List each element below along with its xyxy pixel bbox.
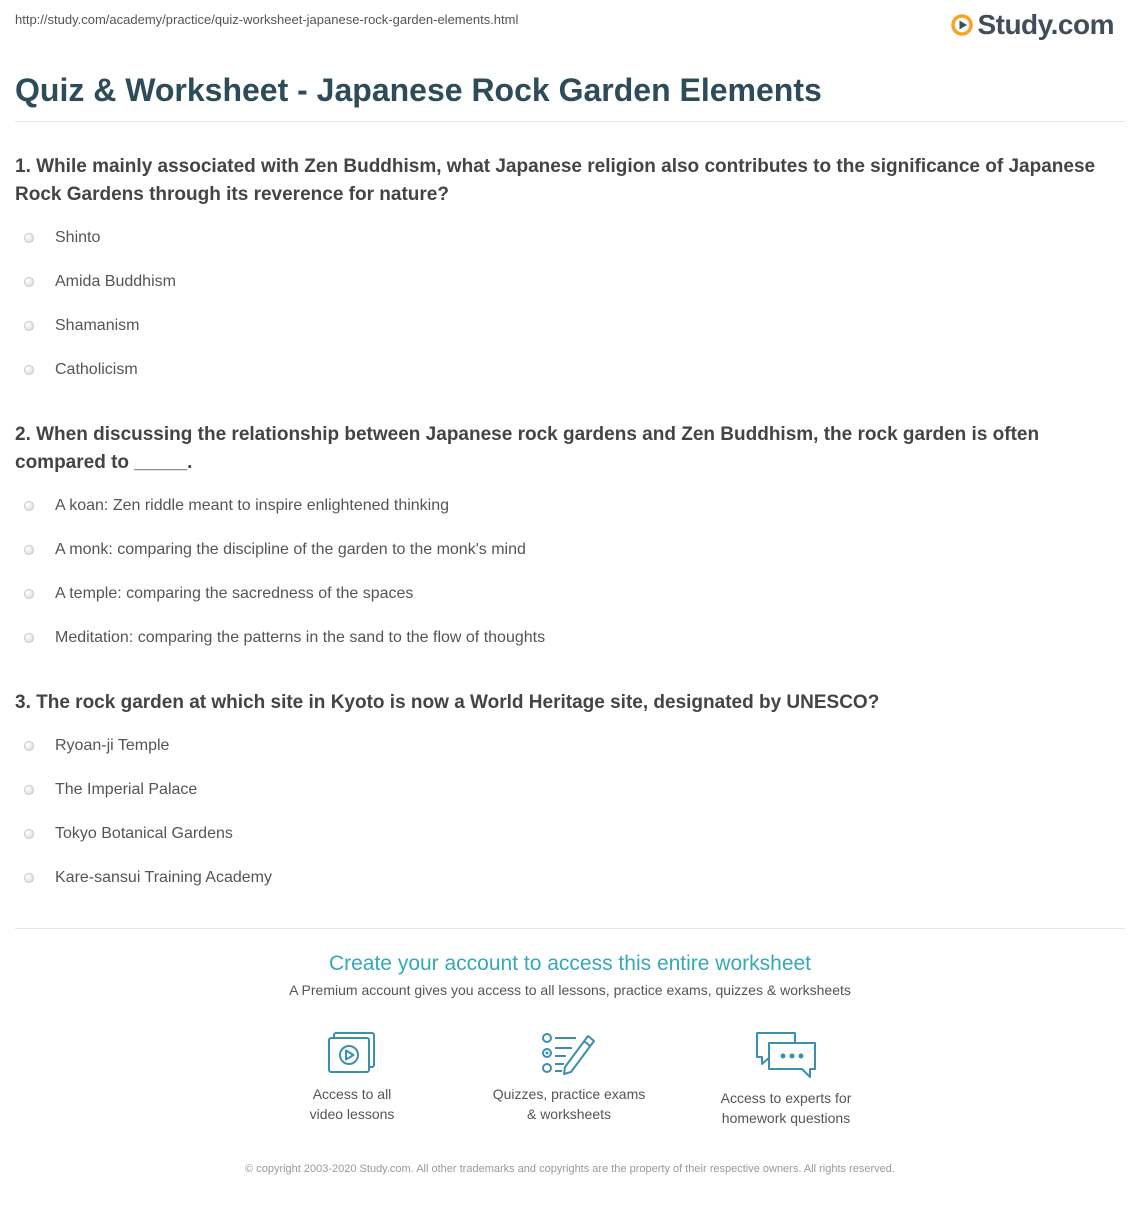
page-title: Quiz & Worksheet - Japanese Rock Garden Elements <box>15 72 822 108</box>
question-text: 2. When discussing the relationship between Japanese rock gardens and Zen Buddhism, the rock garden is often compared to _____. <box>15 424 1040 473</box>
answer-option[interactable] <box>15 616 1125 660</box>
feature-video-lessons <box>252 1030 452 1124</box>
logo-text: Study.com <box>977 9 1114 40</box>
feature-label: Access to experts for homework questions <box>720 1090 852 1126</box>
radio-button[interactable] <box>24 545 34 555</box>
answer-label: Tokyo Botanical Gardens <box>55 825 233 842</box>
answer-option[interactable] <box>15 484 1125 528</box>
answer-label: Ryoan-ji Temple <box>55 737 170 754</box>
answer-option[interactable] <box>15 856 1125 900</box>
answer-options <box>15 216 1125 392</box>
answer-label: Amida Buddhism <box>55 273 176 290</box>
radio-button[interactable] <box>24 785 34 795</box>
answer-label: Shinto <box>55 229 101 246</box>
answer-option[interactable] <box>15 260 1125 304</box>
answer-option[interactable] <box>15 528 1125 572</box>
answer-options <box>15 484 1125 660</box>
feature-label: Access to all video lessons <box>309 1086 395 1122</box>
feature-label: Quizzes, practice exams & worksheets <box>492 1086 646 1122</box>
answer-options <box>15 724 1125 900</box>
answer-option[interactable] <box>15 812 1125 856</box>
radio-button[interactable] <box>24 633 34 643</box>
answer-label: A monk: comparing the discipline of the garden to the monk's mind <box>55 541 526 558</box>
question-1 <box>15 153 1125 392</box>
premium-description: A Premium account gives you access to all lessons, practice exams, quizzes & worksheets <box>289 982 851 998</box>
answer-label: A koan: Zen riddle meant to inspire enlightened thinking <box>55 497 450 514</box>
answer-label: Meditation: comparing the patterns in the sand to the flow of thoughts <box>55 629 546 646</box>
feature-quizzes <box>469 1030 669 1124</box>
copyright-text: © copyright 2003-2020 Study.com. All other trademarks and copyrights are the property of their respective owners. All rights reserved. <box>245 1163 895 1175</box>
radio-button[interactable] <box>24 589 34 599</box>
radio-button[interactable] <box>24 233 34 243</box>
question-2 <box>15 421 1125 660</box>
answer-label: Kare-sansui Training Academy <box>55 869 272 886</box>
question-text: 1. While mainly associated with Zen Buddhism, what Japanese religion also contributes to the significance of Japanese Rock Gardens through its reverence for nature? <box>15 156 1096 205</box>
create-account-link[interactable]: Create your account to access this entire worksheet <box>328 952 812 975</box>
chat-bubbles-icon <box>754 1030 818 1080</box>
play-logo-icon <box>951 14 973 36</box>
feature-experts <box>686 1030 886 1128</box>
radio-button[interactable] <box>24 741 34 751</box>
study-logo[interactable] <box>951 9 1114 41</box>
title-divider <box>15 121 1125 122</box>
video-lessons-icon <box>325 1030 379 1076</box>
radio-button[interactable] <box>24 829 34 839</box>
answer-label: A temple: comparing the sacredness of the spaces <box>55 585 414 602</box>
page-url: http://study.com/academy/practice/quiz-worksheet-japanese-rock-garden-elements.html <box>15 12 519 27</box>
answer-option[interactable] <box>15 216 1125 260</box>
answer-label: Shamanism <box>55 317 140 334</box>
answer-label: Catholicism <box>55 361 138 378</box>
question-3 <box>15 689 1125 900</box>
radio-button[interactable] <box>24 277 34 287</box>
cta-divider <box>15 928 1125 929</box>
radio-button[interactable] <box>24 873 34 883</box>
answer-option[interactable] <box>15 304 1125 348</box>
answer-option[interactable] <box>15 348 1125 392</box>
quiz-checklist-icon <box>540 1030 598 1076</box>
answer-option[interactable] <box>15 768 1125 812</box>
radio-button[interactable] <box>24 321 34 331</box>
answer-label: The Imperial Palace <box>55 781 198 798</box>
answer-option[interactable] <box>15 572 1125 616</box>
answer-option[interactable] <box>15 724 1125 768</box>
question-text: 3. The rock garden at which site in Kyoto is now a World Heritage site, designated by UNESCO? <box>15 692 880 713</box>
radio-button[interactable] <box>24 365 34 375</box>
radio-button[interactable] <box>24 501 34 511</box>
